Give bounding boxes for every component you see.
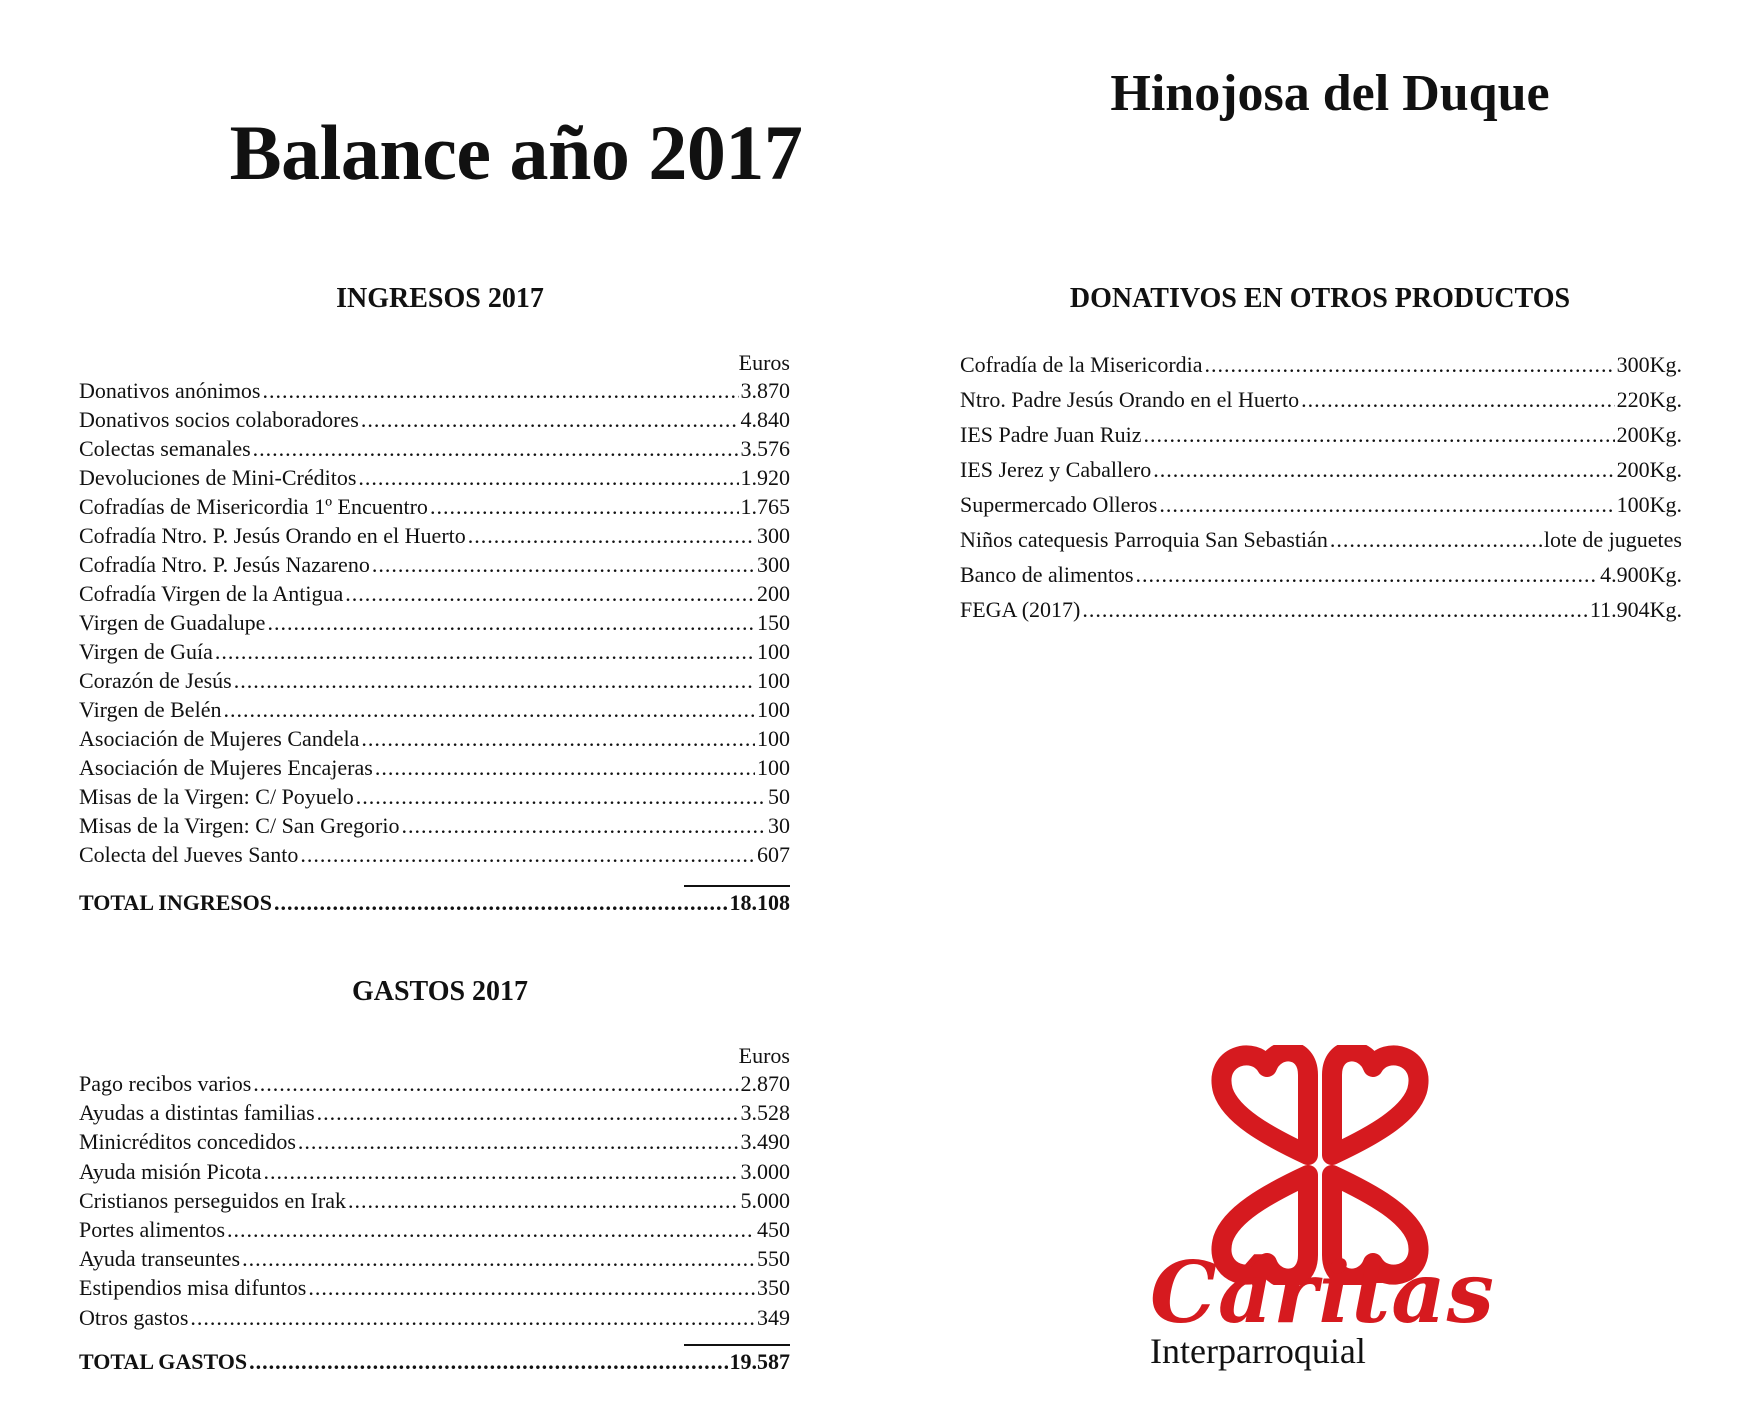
row-value: 100	[757, 668, 790, 693]
list-row	[960, 562, 1682, 597]
row-value: 200	[757, 581, 790, 606]
row-value: 4.840	[740, 407, 790, 432]
ingresos-table	[79, 378, 790, 871]
list-row	[79, 784, 790, 813]
leader-dots	[223, 697, 755, 723]
page-title: Balance año 2017	[229, 109, 803, 196]
row-value: 100	[757, 726, 790, 751]
list-row	[79, 1071, 790, 1100]
row-label: Otros gastos	[79, 1304, 189, 1330]
row-label: FEGA (2017)	[960, 597, 1081, 622]
leader-dots	[263, 378, 739, 404]
gastos-total-rule	[684, 1344, 790, 1346]
row-value: 1.920	[740, 465, 790, 490]
list-row	[79, 639, 790, 668]
row-label: Cofradía Ntro. P. Jesús Nazareno	[79, 552, 370, 577]
list-row	[960, 422, 1682, 457]
leader-dots	[234, 668, 755, 694]
caritas-logo-subtitle: Interparroquial	[1150, 1331, 1366, 1371]
row-value: 1.765	[740, 494, 790, 519]
row-label: Cofradías de Misericordia 1º Encuentro	[79, 494, 428, 519]
row-label: Colecta del Jueves Santo	[79, 842, 299, 867]
list-row	[79, 1159, 790, 1188]
list-row	[79, 1217, 790, 1246]
row-label: Ayuda transeuntes	[79, 1246, 241, 1272]
leader-dots	[227, 1217, 755, 1243]
ingresos-unit: Euros	[738, 350, 790, 375]
list-row	[79, 726, 790, 755]
row-value: 3.576	[740, 436, 790, 461]
row-value: 300	[757, 523, 790, 548]
row-value: 100Kg.	[1616, 492, 1682, 517]
list-row	[79, 697, 790, 726]
row-label: Cofradía Virgen de la Antigua	[79, 581, 344, 606]
list-row	[79, 378, 790, 407]
row-label: Ayuda misión Picota	[79, 1158, 262, 1184]
row-label: Colectas semanales	[79, 436, 251, 461]
leader-dots	[215, 639, 755, 665]
leader-dots	[1205, 352, 1615, 378]
row-label: Donativos anónimos	[79, 378, 261, 403]
row-label: Minicréditos concedidos	[79, 1129, 296, 1155]
logo-heart-top-left	[1221, 1051, 1308, 1155]
row-value: 30	[768, 813, 790, 838]
leader-dots	[348, 1188, 739, 1214]
row-label: Pago recibos varios	[79, 1071, 252, 1096]
row-value: 2.870	[740, 1071, 790, 1096]
leader-dots	[1082, 597, 1588, 623]
ingresos-total-rule	[684, 885, 790, 887]
row-value: 450	[757, 1216, 790, 1242]
gastos-total-value: 19.587	[729, 1349, 790, 1374]
list-row	[960, 527, 1682, 562]
row-value: lote de juguetes	[1543, 527, 1682, 552]
leader-dots	[1301, 387, 1615, 413]
ingresos-total-value: 18.108	[729, 890, 790, 915]
leader-dots	[1330, 527, 1542, 553]
leader-dots	[345, 581, 755, 607]
list-row	[79, 1188, 790, 1217]
row-label: Niños catequesis Parroquia San Sebastián	[960, 527, 1328, 552]
row-value: 100	[757, 697, 790, 722]
row-label: Portes alimentos	[79, 1216, 226, 1242]
row-value: 350	[757, 1275, 790, 1301]
list-row	[79, 465, 790, 494]
leader-dots	[1143, 422, 1614, 448]
row-value: 220Kg.	[1616, 387, 1682, 412]
row-value: 4.900Kg.	[1600, 562, 1682, 587]
row-value: 607	[757, 842, 790, 867]
row-label: Misas de la Virgen: C/ San Gregorio	[79, 813, 400, 838]
row-value: 550	[757, 1246, 790, 1272]
donativos-heading: DONATIVOS EN OTROS PRODUCTOS	[1069, 283, 1571, 314]
row-value: 349	[757, 1304, 790, 1330]
leader-dots	[317, 1100, 739, 1126]
leader-dots	[361, 407, 739, 433]
row-label: Ayudas a distintas familias	[79, 1100, 315, 1126]
row-value: 200Kg.	[1616, 457, 1682, 482]
row-label: Banco de alimentos	[960, 562, 1134, 587]
list-row	[79, 1129, 790, 1158]
row-label: IES Padre Juan Ruiz	[960, 422, 1142, 447]
row-value: 11.904Kg.	[1589, 597, 1682, 622]
leader-dots	[253, 1071, 738, 1097]
leader-dots	[190, 1305, 755, 1331]
list-row	[79, 1246, 790, 1275]
row-value: 200Kg.	[1616, 422, 1682, 447]
row-label: Cofradía de la Misericordia	[960, 352, 1203, 377]
gastos-total-row	[79, 1349, 790, 1375]
leader-dots	[300, 842, 755, 868]
row-value: 3.490	[740, 1129, 790, 1155]
leader-dots	[430, 494, 739, 520]
donativos-table	[960, 352, 1682, 632]
gastos-total-label: TOTAL GASTOS	[79, 1349, 248, 1374]
row-label: Ntro. Padre Jesús Orando en el Huerto	[960, 387, 1300, 412]
leader-dots	[358, 465, 738, 491]
row-label: Estipendios misa difuntos	[79, 1275, 307, 1301]
row-label: Cofradía Ntro. P. Jesús Orando en el Huerto	[79, 523, 466, 548]
row-label: Corazón de Jesús	[79, 668, 232, 693]
row-label: Donativos socios colaboradores	[79, 407, 359, 432]
leader-dots	[298, 1129, 739, 1155]
leader-dots	[264, 1159, 739, 1185]
list-row	[79, 523, 790, 552]
list-row	[960, 352, 1682, 387]
row-label: Misas de la Virgen: C/ Poyuelo	[79, 784, 354, 809]
row-label: Virgen de Guía	[79, 639, 213, 664]
list-row	[960, 597, 1682, 632]
list-row	[79, 813, 790, 842]
leader-dots	[1159, 492, 1614, 518]
leader-dots	[274, 890, 728, 916]
leader-dots	[242, 1246, 755, 1272]
logo-heart-top-right	[1332, 1051, 1419, 1155]
row-value: 50	[768, 784, 790, 809]
gastos-heading: GASTOS 2017	[351, 976, 529, 1007]
list-row	[79, 842, 790, 871]
leader-dots	[375, 755, 755, 781]
row-label: Virgen de Guadalupe	[79, 610, 266, 635]
leader-dots	[267, 610, 755, 636]
list-row	[79, 1100, 790, 1129]
leader-dots	[361, 726, 755, 752]
row-value: 300	[757, 552, 790, 577]
list-row	[79, 668, 790, 697]
list-row	[79, 755, 790, 784]
leader-dots	[308, 1275, 755, 1301]
list-row	[79, 1305, 790, 1334]
leader-dots	[356, 784, 766, 810]
row-value: 150	[757, 610, 790, 635]
list-row	[960, 492, 1682, 527]
list-row	[79, 610, 790, 639]
row-value: 3.870	[740, 378, 790, 403]
row-value: 3.000	[740, 1158, 790, 1184]
leader-dots	[402, 813, 767, 839]
leader-dots	[1136, 562, 1599, 588]
row-label: Cristianos perseguidos en Irak	[79, 1187, 346, 1213]
list-row	[79, 1275, 790, 1304]
leader-dots	[372, 552, 755, 578]
town-title: Hinojosa del Duque	[1110, 65, 1550, 122]
list-row	[79, 581, 790, 610]
ingresos-heading: INGRESOS 2017	[336, 283, 544, 314]
list-row	[79, 494, 790, 523]
row-value: 5.000	[740, 1187, 790, 1213]
row-label: IES Jerez y Caballero	[960, 457, 1152, 482]
leader-dots	[253, 436, 739, 462]
list-row	[960, 387, 1682, 422]
leader-dots	[249, 1349, 727, 1375]
list-row	[79, 407, 790, 436]
row-label: Asociación de Mujeres Candela	[79, 726, 360, 751]
list-row	[79, 436, 790, 465]
row-label: Devoluciones de Mini-Créditos	[79, 465, 357, 490]
row-value: 100	[757, 755, 790, 780]
list-row	[79, 552, 790, 581]
row-label: Virgen de Belén	[79, 697, 222, 722]
leader-dots	[1153, 457, 1614, 483]
gastos-table	[79, 1071, 790, 1334]
row-value: 300Kg.	[1616, 352, 1682, 377]
caritas-logo-name: Cáritas	[1150, 1243, 1495, 1342]
gastos-unit: Euros	[738, 1043, 790, 1068]
leader-dots	[468, 523, 755, 549]
list-row	[960, 457, 1682, 492]
ingresos-total-row	[79, 890, 790, 916]
row-value: 3.528	[740, 1100, 790, 1126]
ingresos-total-label: TOTAL INGRESOS	[79, 890, 272, 915]
row-label: Supermercado Olleros	[960, 492, 1158, 517]
row-label: Asociación de Mujeres Encajeras	[79, 755, 373, 780]
row-value: 100	[757, 639, 790, 664]
